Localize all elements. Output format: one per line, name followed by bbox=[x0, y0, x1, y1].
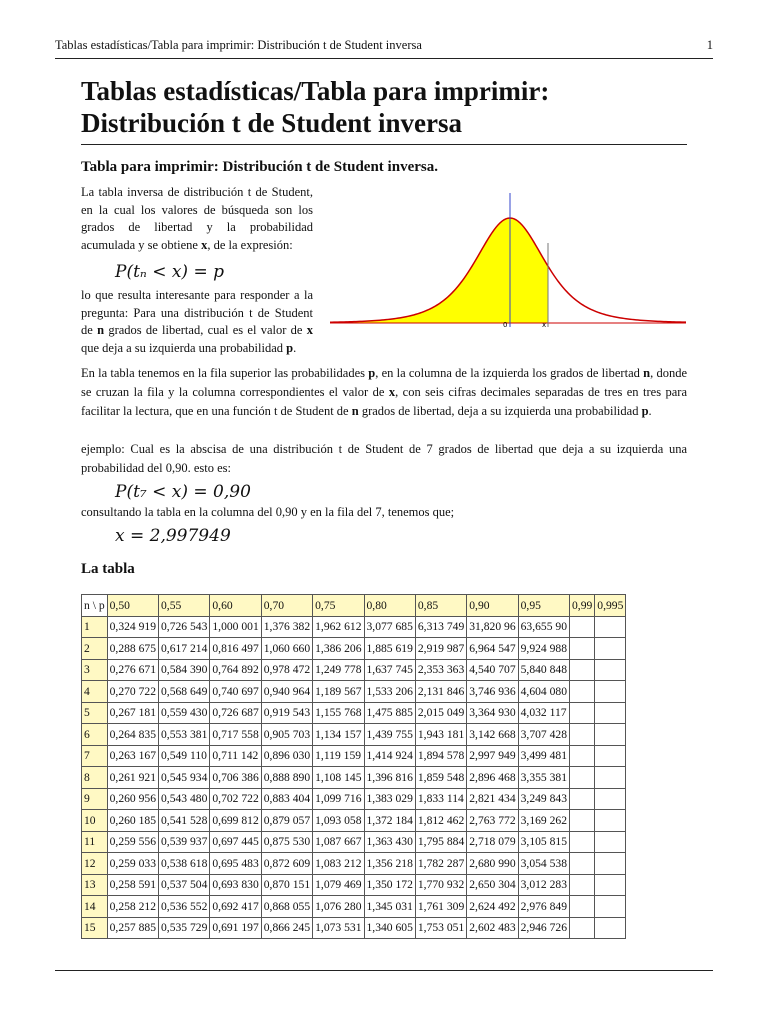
table-cell: 0,919 543 bbox=[261, 702, 312, 724]
table-cell: 1,533 206 bbox=[364, 681, 415, 703]
table-cell: 1,093 058 bbox=[313, 810, 364, 832]
table-cell: 2,997 949 bbox=[467, 745, 518, 767]
table-cell: 1,134 157 bbox=[313, 724, 364, 746]
corner-cell: n \ p bbox=[82, 595, 108, 617]
table-cell: 3,054 538 bbox=[518, 853, 569, 875]
table-cell: 1,108 145 bbox=[313, 767, 364, 789]
table-cell: 1,761 309 bbox=[415, 896, 466, 918]
table-cell: 0,764 892 bbox=[210, 659, 261, 681]
table-cell: 0,883 404 bbox=[261, 788, 312, 810]
table-cell: 2,131 846 bbox=[415, 681, 466, 703]
running-header bbox=[55, 38, 713, 53]
table-cell: 3,707 428 bbox=[518, 724, 569, 746]
table-cell bbox=[595, 831, 626, 853]
explanation-p: p bbox=[368, 366, 376, 380]
table-cell: 1,060 660 bbox=[261, 638, 312, 660]
table-cell: 0,697 445 bbox=[210, 831, 261, 853]
table-cell: 0,259 033 bbox=[107, 853, 158, 875]
explanation-d: , con seis cifras decimales separadas de tres en tres para facilitar la lectura, que en una función t de Student de bbox=[81, 385, 688, 418]
column-header: 0,95 bbox=[518, 595, 569, 617]
table-cell: 1,833 114 bbox=[415, 788, 466, 810]
table-cell: 0,905 703 bbox=[261, 724, 312, 746]
table-cell: 3,169 262 bbox=[518, 810, 569, 832]
table-cell: 0,816 497 bbox=[210, 638, 261, 660]
row-header: 6 bbox=[82, 724, 108, 746]
table-cell bbox=[570, 745, 595, 767]
table-cell: 1,782 287 bbox=[415, 853, 466, 875]
table-cell: 0,706 386 bbox=[210, 767, 261, 789]
table-cell: 0,545 934 bbox=[159, 767, 210, 789]
lookup-paragraph: consultando la tabla en la columna del 0,90 y en la fila del 7, tenemos que; bbox=[81, 505, 455, 519]
table-cell: 1,155 768 bbox=[313, 702, 364, 724]
table-cell bbox=[595, 724, 626, 746]
table-cell bbox=[570, 853, 595, 875]
column-header: 0,85 bbox=[415, 595, 466, 617]
table-row bbox=[82, 638, 626, 660]
table-cell: 0,543 480 bbox=[159, 788, 210, 810]
table-cell: 0,270 722 bbox=[107, 681, 158, 703]
table-cell: 0,888 890 bbox=[261, 767, 312, 789]
title-line-1: Tablas estadísticas/Tabla para imprimir: bbox=[81, 76, 550, 106]
table-cell bbox=[570, 616, 595, 638]
table-cell: 3,364 930 bbox=[467, 702, 518, 724]
table-cell: 9,924 988 bbox=[518, 638, 569, 660]
table-row bbox=[82, 788, 626, 810]
row-header: 14 bbox=[82, 896, 108, 918]
running-title: Tablas estadísticas/Tabla para imprimir: Distribución t de Student inversa bbox=[55, 38, 422, 52]
t-student-table bbox=[81, 594, 626, 939]
table-cell: 0,536 552 bbox=[159, 896, 210, 918]
table-cell: 1,962 612 bbox=[313, 616, 364, 638]
table-row bbox=[82, 810, 626, 832]
table-cell: 1,414 924 bbox=[364, 745, 415, 767]
row-header: 8 bbox=[82, 767, 108, 789]
question-end: . bbox=[293, 340, 297, 355]
table-row bbox=[82, 917, 626, 939]
table-cell: 2,602 483 bbox=[467, 917, 518, 939]
explanation-p2: p bbox=[641, 404, 649, 418]
table-cell: 0,940 964 bbox=[261, 681, 312, 703]
table-cell: 1,119 159 bbox=[313, 745, 364, 767]
column-header: 0,50 bbox=[107, 595, 158, 617]
table-cell: 1,363 430 bbox=[364, 831, 415, 853]
table-cell: 1,475 885 bbox=[364, 702, 415, 724]
table-cell: 0,258 591 bbox=[107, 874, 158, 896]
table-cell bbox=[595, 788, 626, 810]
table-cell: 0,870 151 bbox=[261, 874, 312, 896]
title-line-2: Distribución t de Student inversa bbox=[81, 108, 463, 138]
table-cell: 1,383 029 bbox=[364, 788, 415, 810]
table-row bbox=[82, 702, 626, 724]
table-cell: 0,872 609 bbox=[261, 853, 312, 875]
table-cell bbox=[595, 681, 626, 703]
table-cell bbox=[570, 638, 595, 660]
table-cell: 2,946 726 bbox=[518, 917, 569, 939]
table-cell bbox=[570, 896, 595, 918]
formula-general: P(tₙ < x) = p bbox=[115, 262, 224, 282]
table-cell bbox=[570, 810, 595, 832]
table-row bbox=[82, 767, 626, 789]
question-p: p bbox=[286, 340, 294, 355]
table-cell: 1,812 462 bbox=[415, 810, 466, 832]
table-cell: 0,978 472 bbox=[261, 659, 312, 681]
table-header-row bbox=[82, 595, 626, 617]
row-header: 1 bbox=[82, 616, 108, 638]
table-cell: 1,753 051 bbox=[415, 917, 466, 939]
table-cell bbox=[595, 853, 626, 875]
table-row bbox=[82, 659, 626, 681]
table-cell: 0,726 543 bbox=[159, 616, 210, 638]
table-cell: 3,105 815 bbox=[518, 831, 569, 853]
table-cell bbox=[595, 616, 626, 638]
table-cell bbox=[595, 745, 626, 767]
table-cell: 1,386 206 bbox=[313, 638, 364, 660]
intro-text: La tabla inversa de distribución t de Student, en la cual los valores de búsqueda son los grados de libertad y la probabilidad acumulada y se obtiene bbox=[81, 185, 313, 252]
table-cell: 1,439 755 bbox=[364, 724, 415, 746]
table-cell bbox=[570, 724, 595, 746]
formula-result: x = 2,997949 bbox=[115, 526, 231, 546]
column-header: 0,99 bbox=[570, 595, 595, 617]
explanation-end: . bbox=[648, 404, 652, 418]
explanation-a: En la tabla tenemos en la fila superior las probabilidades bbox=[81, 366, 365, 380]
table-cell: 1,356 218 bbox=[364, 853, 415, 875]
table-cell: 1,087 667 bbox=[313, 831, 364, 853]
table-cell: 0,568 649 bbox=[159, 681, 210, 703]
table-cell: 1,083 212 bbox=[313, 853, 364, 875]
formula-example: P(t₇ < x) = 0,90 bbox=[115, 482, 251, 502]
table-cell: 0,692 417 bbox=[210, 896, 261, 918]
table-cell: 0,879 057 bbox=[261, 810, 312, 832]
table-cell: 0,896 030 bbox=[261, 745, 312, 767]
table-cell bbox=[570, 681, 595, 703]
t-distribution-figure bbox=[330, 185, 686, 340]
table-cell: 1,795 884 bbox=[415, 831, 466, 853]
question-n: n bbox=[97, 323, 105, 337]
table-cell: 2,821 434 bbox=[467, 788, 518, 810]
explanation-x: x bbox=[388, 385, 396, 399]
label-x: x bbox=[542, 321, 547, 329]
column-header: 0,60 bbox=[210, 595, 261, 617]
table-cell: 2,650 304 bbox=[467, 874, 518, 896]
table-cell: 31,820 96 bbox=[467, 616, 518, 638]
table-cell: 0,695 483 bbox=[210, 853, 261, 875]
row-header: 12 bbox=[82, 853, 108, 875]
table-cell: 0,260 185 bbox=[107, 810, 158, 832]
table-cell bbox=[570, 917, 595, 939]
table-cell: 3,355 381 bbox=[518, 767, 569, 789]
row-header: 4 bbox=[82, 681, 108, 703]
row-header: 11 bbox=[82, 831, 108, 853]
table-cell: 6,964 547 bbox=[467, 638, 518, 660]
table-cell bbox=[570, 874, 595, 896]
table-cell: 0,559 430 bbox=[159, 702, 210, 724]
column-header: 0,80 bbox=[364, 595, 415, 617]
table-cell: 0,691 197 bbox=[210, 917, 261, 939]
row-header: 15 bbox=[82, 917, 108, 939]
table-cell: 0,539 937 bbox=[159, 831, 210, 853]
table-cell: 5,840 848 bbox=[518, 659, 569, 681]
table-cell: 2,976 849 bbox=[518, 896, 569, 918]
table-cell: 1,885 619 bbox=[364, 638, 415, 660]
table-cell: 2,353 363 bbox=[415, 659, 466, 681]
table-cell: 1,943 181 bbox=[415, 724, 466, 746]
explanation-paragraph bbox=[81, 364, 687, 421]
table-row bbox=[82, 724, 626, 746]
table-cell: 1,340 605 bbox=[364, 917, 415, 939]
table-cell: 0,535 729 bbox=[159, 917, 210, 939]
row-header: 5 bbox=[82, 702, 108, 724]
question-x: x bbox=[306, 323, 313, 337]
explanation-n: n bbox=[643, 366, 651, 380]
row-header: 9 bbox=[82, 788, 108, 810]
table-cell: 2,680 990 bbox=[467, 853, 518, 875]
table-cell: 3,746 936 bbox=[467, 681, 518, 703]
column-header: 0,75 bbox=[313, 595, 364, 617]
shaded-area bbox=[330, 218, 548, 323]
table-cell: 4,540 707 bbox=[467, 659, 518, 681]
table-cell: 0,711 142 bbox=[210, 745, 261, 767]
table-cell: 1,376 382 bbox=[261, 616, 312, 638]
table-cell: 0,537 504 bbox=[159, 874, 210, 896]
table-cell: 1,894 578 bbox=[415, 745, 466, 767]
table-cell: 0,584 390 bbox=[159, 659, 210, 681]
table-row bbox=[82, 745, 626, 767]
table-cell: 2,718 079 bbox=[467, 831, 518, 853]
table-cell: 4,604 080 bbox=[518, 681, 569, 703]
table-cell: 1,249 778 bbox=[313, 659, 364, 681]
table-cell: 0,868 055 bbox=[261, 896, 312, 918]
table-cell: 1,350 172 bbox=[364, 874, 415, 896]
table-cell: 1,073 531 bbox=[313, 917, 364, 939]
table-cell: 1,396 816 bbox=[364, 767, 415, 789]
row-header: 13 bbox=[82, 874, 108, 896]
table-row bbox=[82, 896, 626, 918]
table-cell: 0,693 830 bbox=[210, 874, 261, 896]
table-cell: 2,763 772 bbox=[467, 810, 518, 832]
row-header: 3 bbox=[82, 659, 108, 681]
table-cell bbox=[570, 788, 595, 810]
table-cell: 3,249 843 bbox=[518, 788, 569, 810]
table-cell: 0,740 697 bbox=[210, 681, 261, 703]
explanation-e: grados de libertad, deja a su izquierda una probabilidad bbox=[361, 404, 639, 418]
table-cell bbox=[595, 702, 626, 724]
table-cell: 0,267 181 bbox=[107, 702, 158, 724]
table-cell: 0,549 110 bbox=[159, 745, 210, 767]
table-cell: 0,259 556 bbox=[107, 831, 158, 853]
example-paragraph: ejemplo: Cual es la abscisa de una distribución t de Student de 7 grados de libertad que deja a su izquierda una probabilidad del 0,90. esto es: bbox=[81, 442, 687, 475]
explanation-b: , en la columna de la izquierda los grados de libertad bbox=[375, 366, 640, 380]
table-cell: 1,859 548 bbox=[415, 767, 466, 789]
table-row bbox=[82, 831, 626, 853]
question-text-c: que deja a su izquierda una probabilidad bbox=[81, 340, 284, 355]
question-text-a: lo que resulta interesante para responder a la pregunta: Para una distribución t de Student de bbox=[81, 288, 313, 337]
table-cell bbox=[595, 810, 626, 832]
table-cell: 0,276 671 bbox=[107, 659, 158, 681]
table-cell: 0,288 675 bbox=[107, 638, 158, 660]
table-cell bbox=[595, 767, 626, 789]
table-cell: 0,541 528 bbox=[159, 810, 210, 832]
row-header: 7 bbox=[82, 745, 108, 767]
table-cell bbox=[595, 659, 626, 681]
table-row bbox=[82, 681, 626, 703]
table-cell: 0,617 214 bbox=[159, 638, 210, 660]
column-header: 0,70 bbox=[261, 595, 312, 617]
table-cell: 1,637 745 bbox=[364, 659, 415, 681]
row-header: 2 bbox=[82, 638, 108, 660]
page-title bbox=[81, 75, 701, 139]
question-text-b: grados de libertad, cual es el valor de bbox=[108, 323, 303, 337]
table-cell: 6,313 749 bbox=[415, 616, 466, 638]
table-cell: 0,257 885 bbox=[107, 917, 158, 939]
table-cell: 3,077 685 bbox=[364, 616, 415, 638]
table-cell: 0,261 921 bbox=[107, 767, 158, 789]
table-cell: 0,866 245 bbox=[261, 917, 312, 939]
table-row bbox=[82, 616, 626, 638]
table-cell: 1,345 031 bbox=[364, 896, 415, 918]
table-cell: 0,702 722 bbox=[210, 788, 261, 810]
header-rule bbox=[55, 58, 713, 59]
table-cell: 0,264 835 bbox=[107, 724, 158, 746]
table-cell: 0,538 618 bbox=[159, 853, 210, 875]
table-cell bbox=[595, 917, 626, 939]
table-cell: 2,015 049 bbox=[415, 702, 466, 724]
intro-paragraph bbox=[81, 184, 313, 254]
table-cell: 2,624 492 bbox=[467, 896, 518, 918]
column-header: 0,995 bbox=[595, 595, 626, 617]
explanation-c: , donde se cruzan la fila y la columna correspondientes el valor de bbox=[81, 366, 687, 399]
table-cell: 1,189 567 bbox=[313, 681, 364, 703]
table-cell bbox=[570, 659, 595, 681]
table-cell bbox=[595, 638, 626, 660]
table-cell: 1,099 716 bbox=[313, 788, 364, 810]
table-cell: 1,372 184 bbox=[364, 810, 415, 832]
label-zero: 0 bbox=[503, 321, 508, 329]
table-cell: 63,655 90 bbox=[518, 616, 569, 638]
table-cell: 2,896 468 bbox=[467, 767, 518, 789]
table-cell: 0,324 919 bbox=[107, 616, 158, 638]
table-cell bbox=[570, 702, 595, 724]
explanation-n2: n bbox=[351, 404, 359, 418]
row-header: 10 bbox=[82, 810, 108, 832]
table-row bbox=[82, 874, 626, 896]
intro-text-end: , de la expresión: bbox=[207, 237, 293, 252]
table-cell: 0,553 381 bbox=[159, 724, 210, 746]
title-rule bbox=[81, 144, 687, 145]
table-cell bbox=[595, 896, 626, 918]
section-subtitle: Tabla para imprimir: Distribución t de Student inversa. bbox=[81, 159, 438, 175]
table-cell: 0,875 530 bbox=[261, 831, 312, 853]
table-cell: 0,258 212 bbox=[107, 896, 158, 918]
table-cell: 0,699 812 bbox=[210, 810, 261, 832]
table-cell: 1,076 280 bbox=[313, 896, 364, 918]
table-row bbox=[82, 853, 626, 875]
table-cell bbox=[570, 831, 595, 853]
table-cell: 3,012 283 bbox=[518, 874, 569, 896]
footer-rule bbox=[55, 970, 713, 971]
column-header: 0,90 bbox=[467, 595, 518, 617]
intro-x: x bbox=[201, 237, 208, 252]
question-paragraph bbox=[81, 287, 313, 357]
table-cell bbox=[595, 874, 626, 896]
table-cell: 0,717 558 bbox=[210, 724, 261, 746]
table-section-title: La tabla bbox=[81, 561, 135, 577]
table-cell: 3,499 481 bbox=[518, 745, 569, 767]
page-number: 1 bbox=[706, 38, 713, 52]
table-cell: 1,770 932 bbox=[415, 874, 466, 896]
table-cell: 0,726 687 bbox=[210, 702, 261, 724]
table-cell: 0,260 956 bbox=[107, 788, 158, 810]
table-cell: 0,263 167 bbox=[107, 745, 158, 767]
table-cell: 2,919 987 bbox=[415, 638, 466, 660]
column-header: 0,55 bbox=[159, 595, 210, 617]
table-cell: 1,079 469 bbox=[313, 874, 364, 896]
table-cell: 3,142 668 bbox=[467, 724, 518, 746]
table-cell bbox=[570, 767, 595, 789]
table-cell: 4,032 117 bbox=[518, 702, 569, 724]
table-cell: 1,000 001 bbox=[210, 616, 261, 638]
